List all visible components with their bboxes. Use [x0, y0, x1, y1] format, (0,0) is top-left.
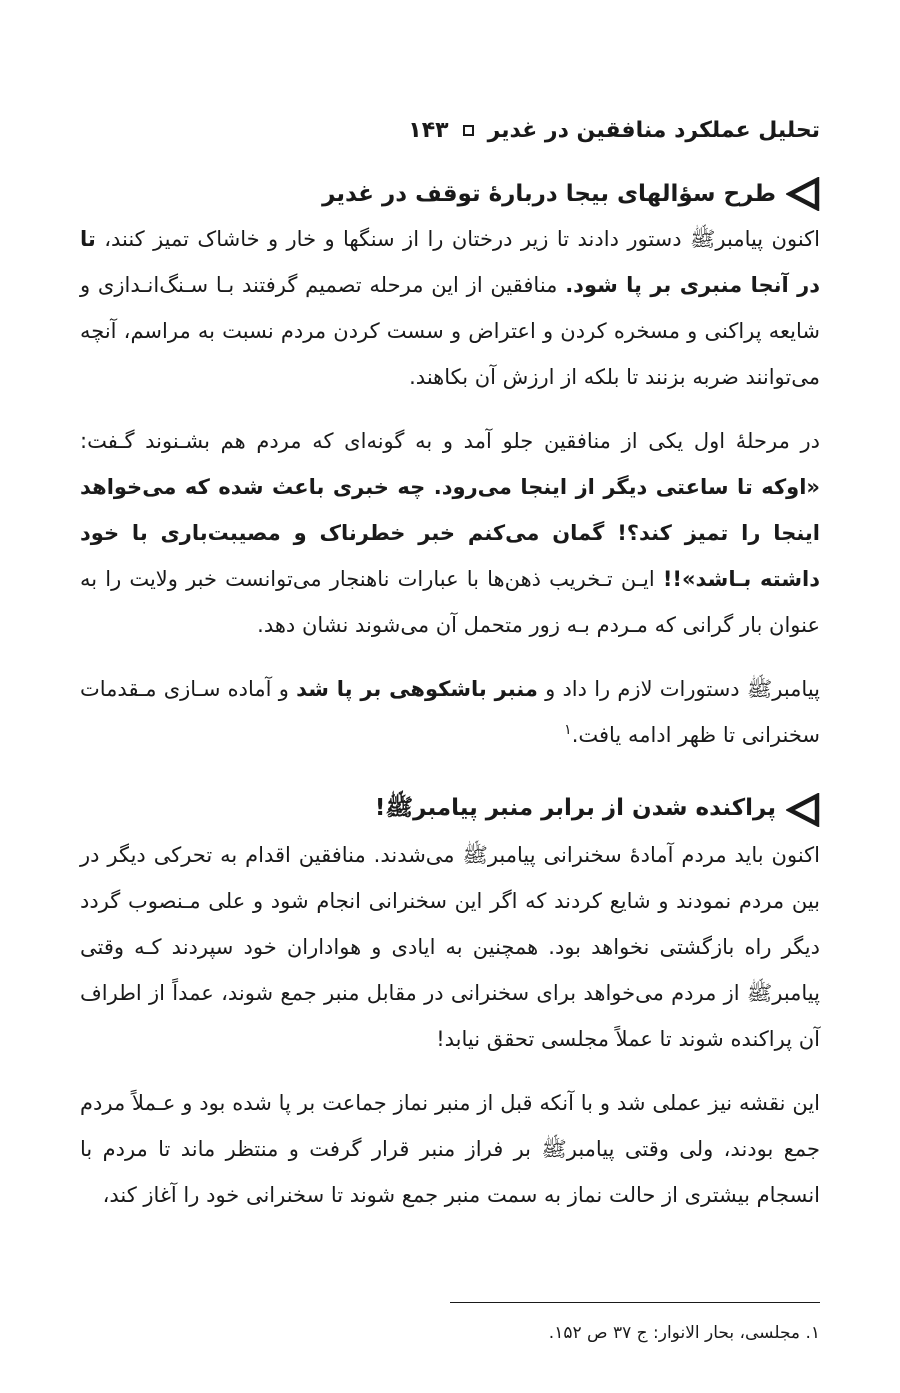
section-heading [80, 788, 820, 832]
paragraph [80, 666, 820, 758]
text-run: منافقین از این مرحله تصمیم گرفتند بـا سـنگ‌انـدازی و شایعه پراکنی و مسخره کردن و اعتراض و سست کردن مردم نسبت به مراسم، آنچه می‌توانند ضربه بزنند تا بلکه از ارزش آن بکاهند. [80, 273, 820, 389]
footnote-reference[interactable]: ۱ [564, 722, 572, 738]
section-title: طرح سؤالهای بیجا دربارۀ توقف در غدیر [322, 181, 776, 207]
bold-quote-run: «اوکه تا ساعتی دیگر از اینجا می‌رود. چه خبری باعث شده که می‌خواهد اینجا را تمیز کند؟! گمان می‌کنم خبر خطرناک و مصیبت‌باری با خود داشته بـاشد»!! [80, 475, 820, 591]
triangle-left-icon [786, 793, 820, 827]
running-header [80, 100, 820, 160]
section-heading [80, 172, 820, 216]
paragraph [80, 832, 820, 1062]
triangle-left-icon [786, 177, 820, 211]
text-run: اکنون باید مردم آمادۀ سخنرانی پیامبرﷺ می‌شدند. منافقین اقدام به تحرکی دیگر در بین مردم نمودند و شایع کردند که اگر این سخنرانی انجام شود و علی مـنصوب گردد دیگر راه بازگشتی نخواهد بود. همچنین به ایادی و هواداران خود سپردند کـه وقتی پیامبرﷺ از مردم می‌خواهد برای سخنرانی در مقابل منبر جمع شوند، عمداً از اطراف آن پراکنده شوند تا عملاً مجلسی تحقق نیابد! [80, 843, 820, 1051]
section-title: پراکنده شدن از برابر منبر پیامبرﷺ! [374, 795, 776, 821]
footnote-divider [450, 1302, 820, 1303]
text-run: در مرحلۀ اول یکی از منافقین جلو آمد و به گونه‌ای که مردم هم بشـنوند گـفت: [80, 429, 820, 453]
header-title: تحلیل عملکرد منافقین در غدیر [487, 117, 820, 143]
text-run: پیامبرﷺ دستورات لازم را داد و [537, 677, 820, 701]
text-run: این نقشه نیز عملی شد و با آنکه قبل از منبر نماز جماعت بر پا شده بود و عـملاً مردم جمع بودند، ولی وقتی پیامبرﷺ بر فراز منبر قرار گرفت و منتظر ماند تا مردم با انسجام بیشتری از حالت نماز به سمت منبر جمع شوند تا سخنرانی خود را آغاز کند، [80, 1091, 820, 1207]
square-separator-icon [463, 125, 474, 136]
text-run: و آماده سـازی مـقدمات سخنرانی تا ظهر ادامه یافت. [80, 677, 820, 747]
paragraph [80, 216, 820, 400]
text-run: ایـن تـخریب ذهن‌ها با عبارات ناهنجار می‌توانست خبر ولایت را به عنوان بار گرانی که مـردم بـه زور متحمل آن می‌شوند نشان دهد. [80, 567, 820, 637]
text-run: اکنون پیامبرﷺ دستور دادند تا زیر درختان را از سنگها و خار و خاشاک تمیز کنند، [95, 227, 820, 251]
book-page [80, 100, 820, 1236]
footnote: ۱. مجلسی، بحار الانوار: ج ۳۷ ص ۱۵۲. [548, 1323, 820, 1343]
page-number: ۱۴۳ [408, 117, 449, 143]
paragraph [80, 418, 820, 648]
bold-text-run: منبر باشکوهی بر پا شد [296, 677, 538, 701]
paragraph [80, 1080, 820, 1218]
bold-text-run: تا در آنجا منبری بر پا شود. [80, 227, 820, 297]
